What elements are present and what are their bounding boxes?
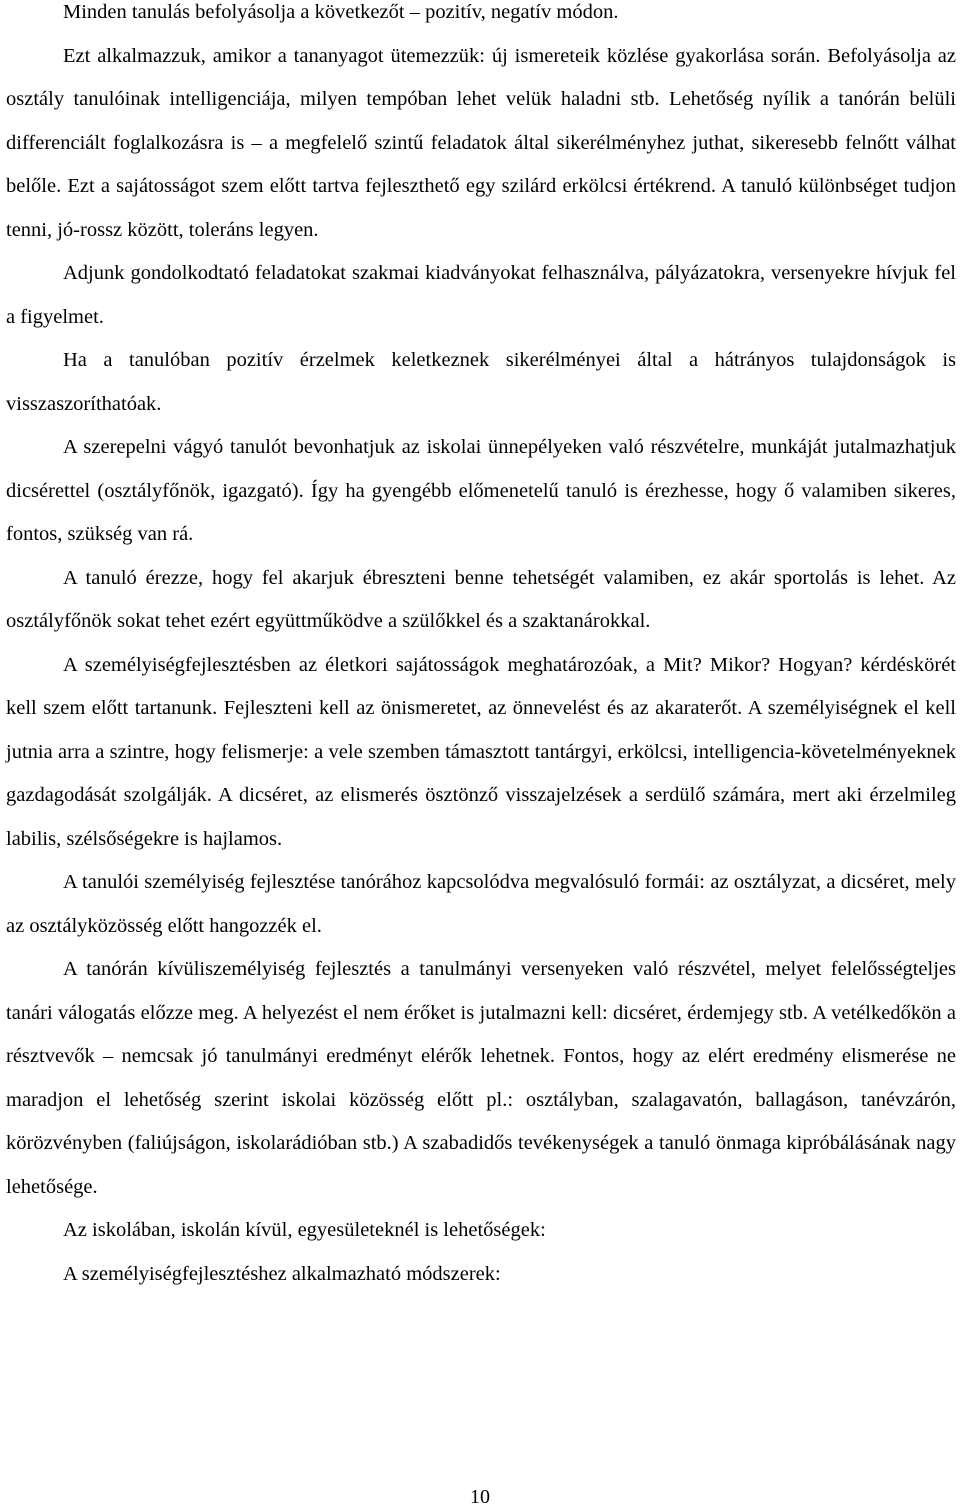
- paragraph-extracurricular: A tanórán kívüliszemélyiség fejlesztés a tanulmányi versenyeken való részvétel, melyet felelősségteljes tanári válogatás előzze meg. A helyezést el nem érőket is jutalmazni kell: dicséret, érdemjegy stb. A vetélkedőkön a résztvevők – nemcsak jó tanulmányi eredményt elérők lehetnek. Fontos, hogy az elért eredmény elismerése ne maradjon el lehetőség szerint iskolai közösség előtt pl.: osztályban, szalagavatón, ballagáson, tanévzárón, körözvényben (faliújságon, iskolarádióban stb.) A szabadidős tevékenységek a tanuló önmaga kipróbálásának nagy lehetősége.: [6, 958, 956, 1198]
- paragraph-learning-influence: Minden tanulás befolyásolja a következőt – pozitív, negatív módon.: [63, 1, 619, 23]
- paragraph-opportunities: Az iskolában, iskolán kívül, egyesületeknél is lehetőségek:: [63, 1219, 546, 1241]
- paragraph-thought-tasks: Adjunk gondolkodtató feladatokat szakmai kiadványokat felhasználva, pályázatokra, versenyekre hívjuk fel a figyelmet.: [6, 262, 956, 328]
- paragraph-positive-emotions: Ha a tanulóban pozitív érzelmek keletkeznek sikerélményei által a hátrányos tulajdonságok is visszaszoríthatóak.: [6, 349, 956, 415]
- page-number: 10: [470, 1486, 490, 1508]
- document-page: [6, 0, 956, 1296]
- paragraph-performing-student: A szerepelni vágyó tanulót bevonhatjuk az iskolai ünnepélyeken való részvételre, munkáját jutalmazhatjuk dicsérettel (osztályfőnök, igazgató). Így ha gyengébb előmenetelű tanuló is érezhesse, hogy ő valamiben sikeres, fontos, szükség van rá.: [6, 436, 956, 545]
- paragraph-talent: A tanuló érezze, hogy fel akarjuk ébreszteni benne tehetségét valamiben, ez akár sportolás is lehet. Az osztályfőnök sokat tehet ezért együttműködve a szülőkkel és a szaktanárokkal.: [6, 566, 956, 632]
- paragraph-methods: A személyiségfejlesztéshez alkalmazható módszerek:: [63, 1262, 501, 1285]
- paragraph-classroom-forms: A tanulói személyiség fejlesztése tanórához kapcsolódva megvalósuló formái: az osztályzat, a dicséret, mely az osztályközösség előtt hangozzék el.: [6, 871, 956, 937]
- paragraph-scheduling: Ezt alkalmazzuk, amikor a tananyagot ütemezzük: új ismereteik közlése gyakorlása során. Befolyásolja az osztály tanulóinak intelligenciája, milyen tempóban lehet velük haladni stb. Lehetőség nyílik a tanórán belüli differenciált foglalkozásra is – a megfelelő szintű feladatok által sikerélményhez juthat, sikeresebb felnőtt válhat belőle. Ezt a sajátosságot szem előtt tartva fejleszthető egy szilárd erkölcsi értékrend. A tanuló különbséget tudjon tenni, jó-rossz között, toleráns legyen.: [6, 44, 956, 241]
- paragraph-personality-development: A személyiségfejlesztésben az életkori sajátosságok meghatározóak, a Mit? Mikor? Hogyan? kérdéskörét kell szem előtt tartanunk. Fejleszteni kell az önismeretet, az önnevelést és az akaraterőt. A személyiségnek el kell jutnia arra a szintre, hogy felismerje: a vele szemben támasztott tantárgyi, erkölcsi, intelligencia-követelményeknek gazdagodását szolgálják. A dicséret, az elismerés ösztönző visszajelzések a serdülő számára, mert aki érzelmileg labilis, szélsőségekre is hajlamos.: [6, 653, 956, 850]
